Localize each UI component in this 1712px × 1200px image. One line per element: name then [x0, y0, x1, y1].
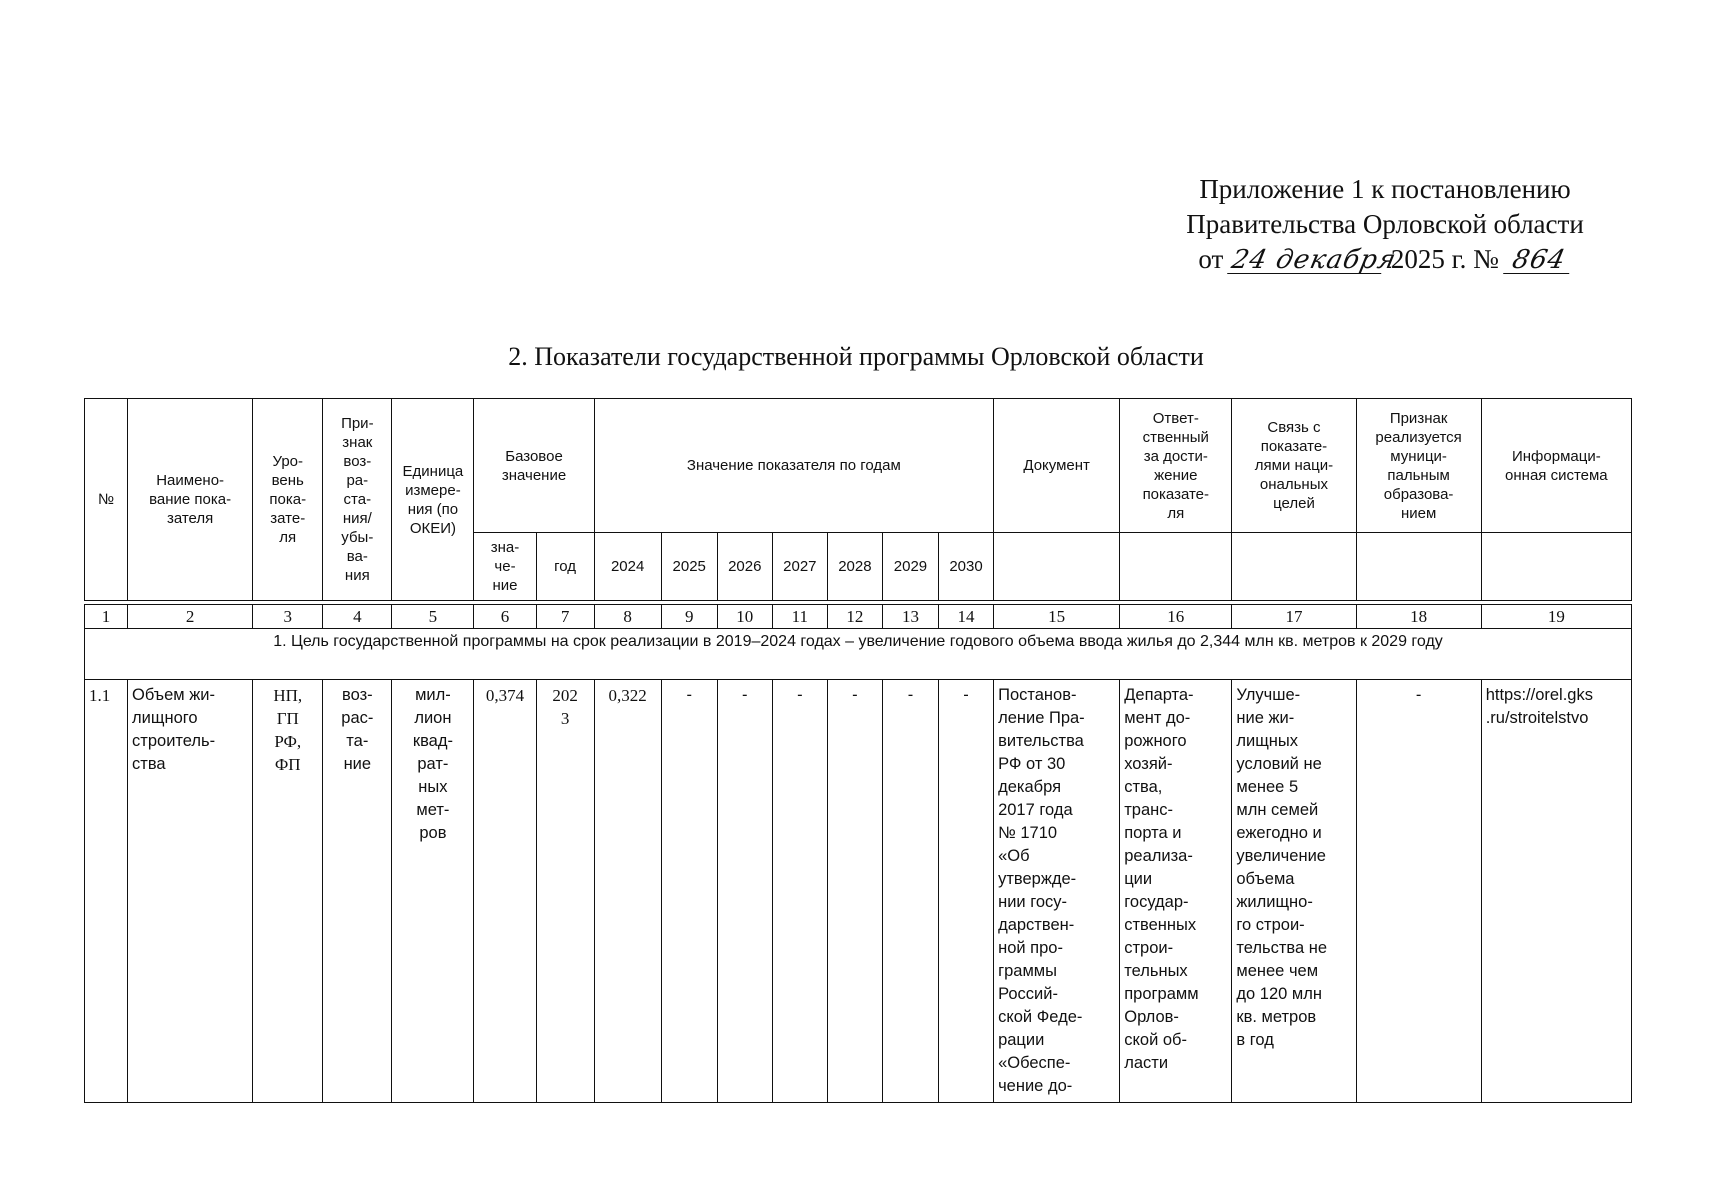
col-header-year-2024: 2024: [594, 533, 661, 601]
col-header-sign: При- знак воз- ра- ста- ния/ убы- ва- ния: [323, 399, 392, 601]
cell-value-2029: -: [882, 680, 938, 1103]
column-number: 19: [1481, 605, 1631, 629]
col-header-name: Наимено- вание пока- зателя: [128, 399, 253, 601]
goal-row: [85, 629, 1632, 680]
column-number: 17: [1232, 605, 1356, 629]
col-header-years-group: Значение показателя по годам: [594, 399, 993, 533]
cell-responsible: Департа- мент до- рожного хозяй- ства, транс- порта и реализа- ции государ- ственных строи- тельных программ Орлов- ской об- ласти: [1120, 680, 1232, 1103]
cell-value-2026: -: [717, 680, 772, 1103]
header-row-1: [85, 399, 1632, 533]
col-header-year-2026: 2026: [717, 533, 772, 601]
col-header-info-system-sub: [1481, 533, 1631, 601]
column-number: 13: [882, 605, 938, 629]
column-number: 18: [1356, 605, 1481, 629]
cell-unit: мил- лион квад- рат- ных мет- ров: [392, 680, 474, 1103]
cell-value-2024: 0,322: [594, 680, 661, 1103]
col-header-link-sub: [1232, 533, 1356, 601]
col-header-year-2030: 2030: [938, 533, 993, 601]
appendix-date-line: [1140, 242, 1630, 277]
column-number: 12: [827, 605, 882, 629]
date-prefix: от: [1198, 244, 1224, 274]
col-header-year-2028: 2028: [827, 533, 882, 601]
col-header-municipal: Признак реализуется муници- пальным образова- нием: [1356, 399, 1481, 533]
column-number: 8: [594, 605, 661, 629]
handwritten-date: 24 декабря: [1228, 245, 1400, 275]
col-header-info-system: Информаци- онная система: [1481, 399, 1631, 533]
document-title: 2. Показатели государственной программы Орловской области: [508, 342, 1204, 371]
column-number: 5: [392, 605, 474, 629]
col-header-municipal-sub: [1356, 533, 1481, 601]
appendix-line-2: Правительства Орловской области: [1186, 209, 1584, 239]
column-number: 4: [323, 605, 392, 629]
goal-text: 1. Цель государственной программы на срок реализации в 2019–2024 годах – увеличение годового объема ввода жилья до 2,344 млн кв. метров к 2029 году: [85, 629, 1632, 680]
column-number: 15: [994, 605, 1120, 629]
appendix-line-1: Приложение 1 к постановлению: [1199, 174, 1571, 204]
col-header-year-2025: 2025: [661, 533, 717, 601]
indicators-table: [84, 398, 1632, 1103]
column-number: 6: [474, 605, 536, 629]
col-header-responsible-sub: [1120, 533, 1232, 601]
cell-info-system: https://orel.gks .ru/stroitelstvo: [1481, 680, 1631, 1103]
table-row: [85, 680, 1632, 1103]
cell-base-value: 0,374: [474, 680, 536, 1103]
col-header-unit: Единица измере- ния (по ОКЕИ): [392, 399, 474, 601]
col-header-no: №: [85, 399, 128, 601]
cell-base-year: 202 3: [536, 680, 594, 1103]
col-header-link: Связь с показате- лями наци- ональных целей: [1232, 399, 1356, 533]
col-header-document-sub: [994, 533, 1120, 601]
col-header-responsible: Ответ- ственный за дости- жение показате- ля: [1120, 399, 1232, 533]
col-header-year-2027: 2027: [772, 533, 827, 601]
column-number-row: [85, 605, 1632, 629]
col-header-document: Документ: [994, 399, 1120, 533]
cell-document: Постанов- ление Пра- вительства РФ от 30 декабря 2017 года № 1710 «Об утвержде- нии госу- дарствен- ной про- граммы Россий- ской Феде- рации «Обеспе- чение до-: [994, 680, 1120, 1103]
cell-no: 1.1: [85, 680, 128, 1103]
cell-municipal: -: [1356, 680, 1481, 1103]
cell-level: НП, ГП РФ, ФП: [253, 680, 323, 1103]
col-header-base: Базовое значение: [474, 399, 594, 533]
column-number: 16: [1120, 605, 1232, 629]
cell-value-2025: -: [661, 680, 717, 1103]
column-number: 1: [85, 605, 128, 629]
col-header-year-2029: 2029: [882, 533, 938, 601]
col-header-base-year: год: [536, 533, 594, 601]
col-header-base-value: зна- че- ние: [474, 533, 536, 601]
column-number: 7: [536, 605, 594, 629]
column-number: 9: [661, 605, 717, 629]
cell-link: Улучше- ние жи- лищных условий не менее 5 млн семей ежегодно и увеличение объема жилищно- го строи- тельства не менее чем до 120 млн кв. метров в год: [1232, 680, 1356, 1103]
column-number: 10: [717, 605, 772, 629]
column-number: 11: [772, 605, 827, 629]
cell-value-2027: -: [772, 680, 827, 1103]
cell-value-2030: -: [938, 680, 993, 1103]
cell-sign: воз- рас- та- ние: [323, 680, 392, 1103]
col-header-level: Уро- вень пока- зате- ля: [253, 399, 323, 601]
cell-name: Объем жи- лищного строитель- ства: [128, 680, 253, 1103]
appendix-header: [1140, 172, 1630, 277]
cell-value-2028: -: [827, 680, 882, 1103]
year-text: 2025 г. №: [1390, 244, 1499, 274]
handwritten-number: 864: [1503, 247, 1575, 274]
column-number: 2: [128, 605, 253, 629]
column-number: 14: [938, 605, 993, 629]
column-number: 3: [253, 605, 323, 629]
